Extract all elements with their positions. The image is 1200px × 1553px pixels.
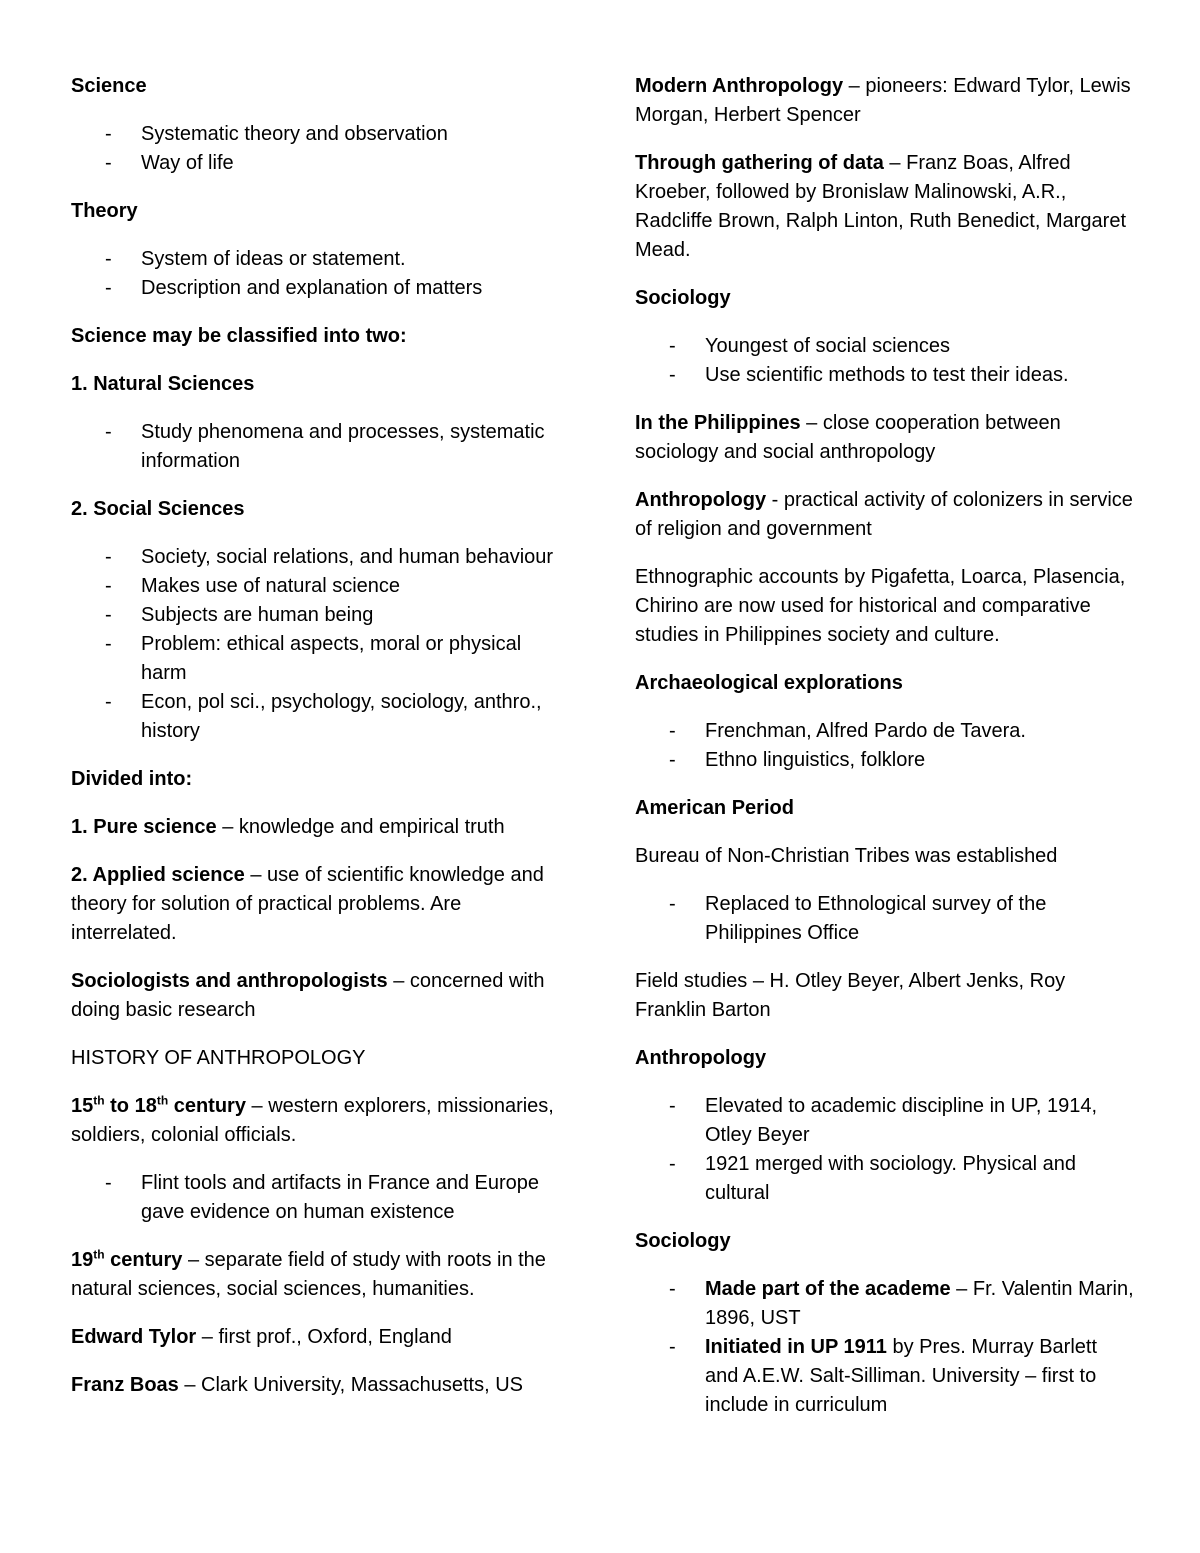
list-item: - 1921 merged with sociology. Physical and cultural — [635, 1150, 1135, 1208]
list-item: - Society, social relations, and human behaviour — [71, 543, 571, 572]
pure-science-text: – knowledge and empirical truth — [216, 816, 505, 838]
initiated-text: by Pres. Murray Barlett and A.E.W. Salt-Silliman. University – first to include in curriculum — [705, 1336, 1097, 1416]
modern-anthropology-paragraph — [635, 72, 1135, 130]
heading-divided: Divided into: — [71, 768, 193, 790]
heading-theory: Theory — [71, 200, 138, 222]
heading-classified: Science may be classified into two: — [71, 325, 407, 347]
heading-american-period: American Period — [635, 797, 794, 819]
anthropology-practical-text: - practical activity of colonizers in service of religion and government — [635, 489, 1133, 540]
list-item: - Youngest of social sciences — [635, 332, 1135, 361]
century-19-text: – separate field of study with roots in the natural sciences, social sciences, humanities. — [71, 1249, 546, 1300]
heading-social-sciences: 2. Social Sciences — [71, 498, 245, 520]
boas-term: Franz Boas — [71, 1374, 179, 1396]
list-item: - Way of life — [71, 149, 571, 178]
century-19-suffix: th — [93, 1247, 105, 1262]
list-item: - Elevated to academic discipline in UP, 1914, Otley Beyer — [635, 1092, 1135, 1150]
science-list — [71, 120, 571, 178]
century-15-suffix: th — [93, 1093, 105, 1108]
sociologists-term: Sociologists and anthropologists — [71, 970, 388, 992]
century-15-term — [71, 1095, 246, 1117]
list-item: - Makes use of natural science — [71, 572, 571, 601]
initiated-term: Initiated in UP 1911 — [705, 1336, 887, 1358]
tylor-term: Edward Tylor — [71, 1326, 197, 1348]
academe-text: – Fr. Valentin Marin, 1896, UST — [705, 1278, 1134, 1329]
list-item: - Problem: ethical aspects, moral or physical harm — [71, 630, 571, 688]
century-15-number: 15 — [71, 1095, 94, 1117]
theory-list — [71, 245, 571, 303]
century-18-number: to 18 — [104, 1095, 157, 1117]
list-item: - Subjects are human being — [71, 601, 571, 630]
philippines-text: – close cooperation between sociology and social anthropology — [635, 412, 1061, 463]
bureau-list — [635, 890, 1135, 948]
bureau-paragraph: Bureau of Non-Christian Tribes was established — [635, 845, 1058, 867]
heading-sociology: Sociology — [635, 287, 731, 309]
ethnographic-paragraph: Ethnographic accounts by Pigafetta, Loarca, Plasencia, Chirino are now used for historical and comparative studies in Philippines society and culture. — [635, 566, 1126, 646]
left-column — [71, 72, 571, 1419]
academe-term: Made part of the academe — [705, 1278, 951, 1300]
archaeological-list — [635, 717, 1135, 775]
century-19-number: 19 — [71, 1249, 94, 1271]
boas-paragraph — [71, 1371, 571, 1400]
applied-science-term: 2. Applied science — [71, 864, 245, 886]
list-item: - Flint tools and artifacts in France and Europe gave evidence on human existence — [71, 1169, 571, 1227]
list-item: - Use scientific methods to test their ideas. — [635, 361, 1135, 390]
sociologists-paragraph — [71, 967, 571, 1025]
century-18-suffix: th — [156, 1093, 169, 1108]
boas-text: – Clark University, Massachusetts, US — [178, 1374, 523, 1396]
applied-science-paragraph — [71, 861, 571, 948]
gathering-data-text: – Franz Boas, Alfred Kroeber, followed by Bronislaw Malinowski, A.R., Radcliffe Brown, Ralph Linton, Ruth Benedict, Margaret Mead. — [635, 152, 1127, 261]
century-word: century — [104, 1249, 183, 1271]
sociology-list — [635, 332, 1135, 390]
pure-science-paragraph — [71, 813, 571, 842]
heading-anthropology: Anthropology — [635, 1047, 767, 1069]
field-studies-paragraph: Field studies – H. Otley Beyer, Albert Jenks, Roy Franklin Barton — [635, 970, 1066, 1021]
list-item: - Systematic theory and observation — [71, 120, 571, 149]
list-item: - Frenchman, Alfred Pardo de Tavera. — [635, 717, 1135, 746]
anthropology-practical-term: Anthropology — [635, 489, 767, 511]
list-item: - Ethno linguistics, folklore — [635, 746, 1135, 775]
century-15-list — [71, 1169, 571, 1227]
century-15-paragraph — [71, 1092, 571, 1150]
list-item: - Study phenomena and processes, systematic information — [71, 418, 571, 476]
tylor-text: – first prof., Oxford, England — [196, 1326, 452, 1348]
heading-science: Science — [71, 75, 147, 97]
natural-sciences-list — [71, 418, 571, 476]
gathering-data-term: Through gathering of data — [635, 152, 884, 174]
sociologists-text: – concerned with doing basic research — [71, 970, 545, 1021]
heading-history-of-anthropology: HISTORY OF ANTHROPOLOGY — [71, 1047, 366, 1069]
anthropology-list — [635, 1092, 1135, 1208]
list-item: - Description and explanation of matters — [71, 274, 571, 303]
applied-science-text: – use of scientific knowledge and theory for solution of practical problems. Are interrelated. — [71, 864, 544, 944]
century-19-term — [71, 1249, 182, 1271]
anthropology-practical-paragraph — [635, 486, 1135, 544]
heading-natural-sciences: 1. Natural Sciences — [71, 373, 255, 395]
social-sciences-list — [71, 543, 571, 746]
right-column — [635, 72, 1135, 1439]
modern-anthropology-term: Modern Anthropology — [635, 75, 844, 97]
list-item: - Replaced to Ethnological survey of the Philippines Office — [635, 890, 1135, 948]
pure-science-term: 1. Pure science — [71, 816, 217, 838]
list-item: - System of ideas or statement. — [71, 245, 571, 274]
sociology-2-list — [635, 1275, 1135, 1420]
philippines-paragraph — [635, 409, 1135, 467]
list-item: - Econ, pol sci., psychology, sociology, anthro., history — [71, 688, 571, 746]
gathering-data-paragraph — [635, 149, 1135, 265]
century-word: century — [168, 1095, 246, 1117]
list-item — [635, 1333, 1135, 1420]
modern-anthropology-text: – pioneers: Edward Tylor, Lewis Morgan, Herbert Spencer — [635, 75, 1131, 126]
century-19-paragraph — [71, 1246, 571, 1304]
heading-sociology-2: Sociology — [635, 1230, 731, 1252]
century-15-text: – western explorers, missionaries, soldiers, colonial officials. — [71, 1095, 554, 1146]
tylor-paragraph — [71, 1323, 571, 1352]
heading-archaeological: Archaeological explorations — [635, 672, 903, 694]
list-item — [635, 1275, 1135, 1333]
philippines-term: In the Philippines — [635, 412, 801, 434]
